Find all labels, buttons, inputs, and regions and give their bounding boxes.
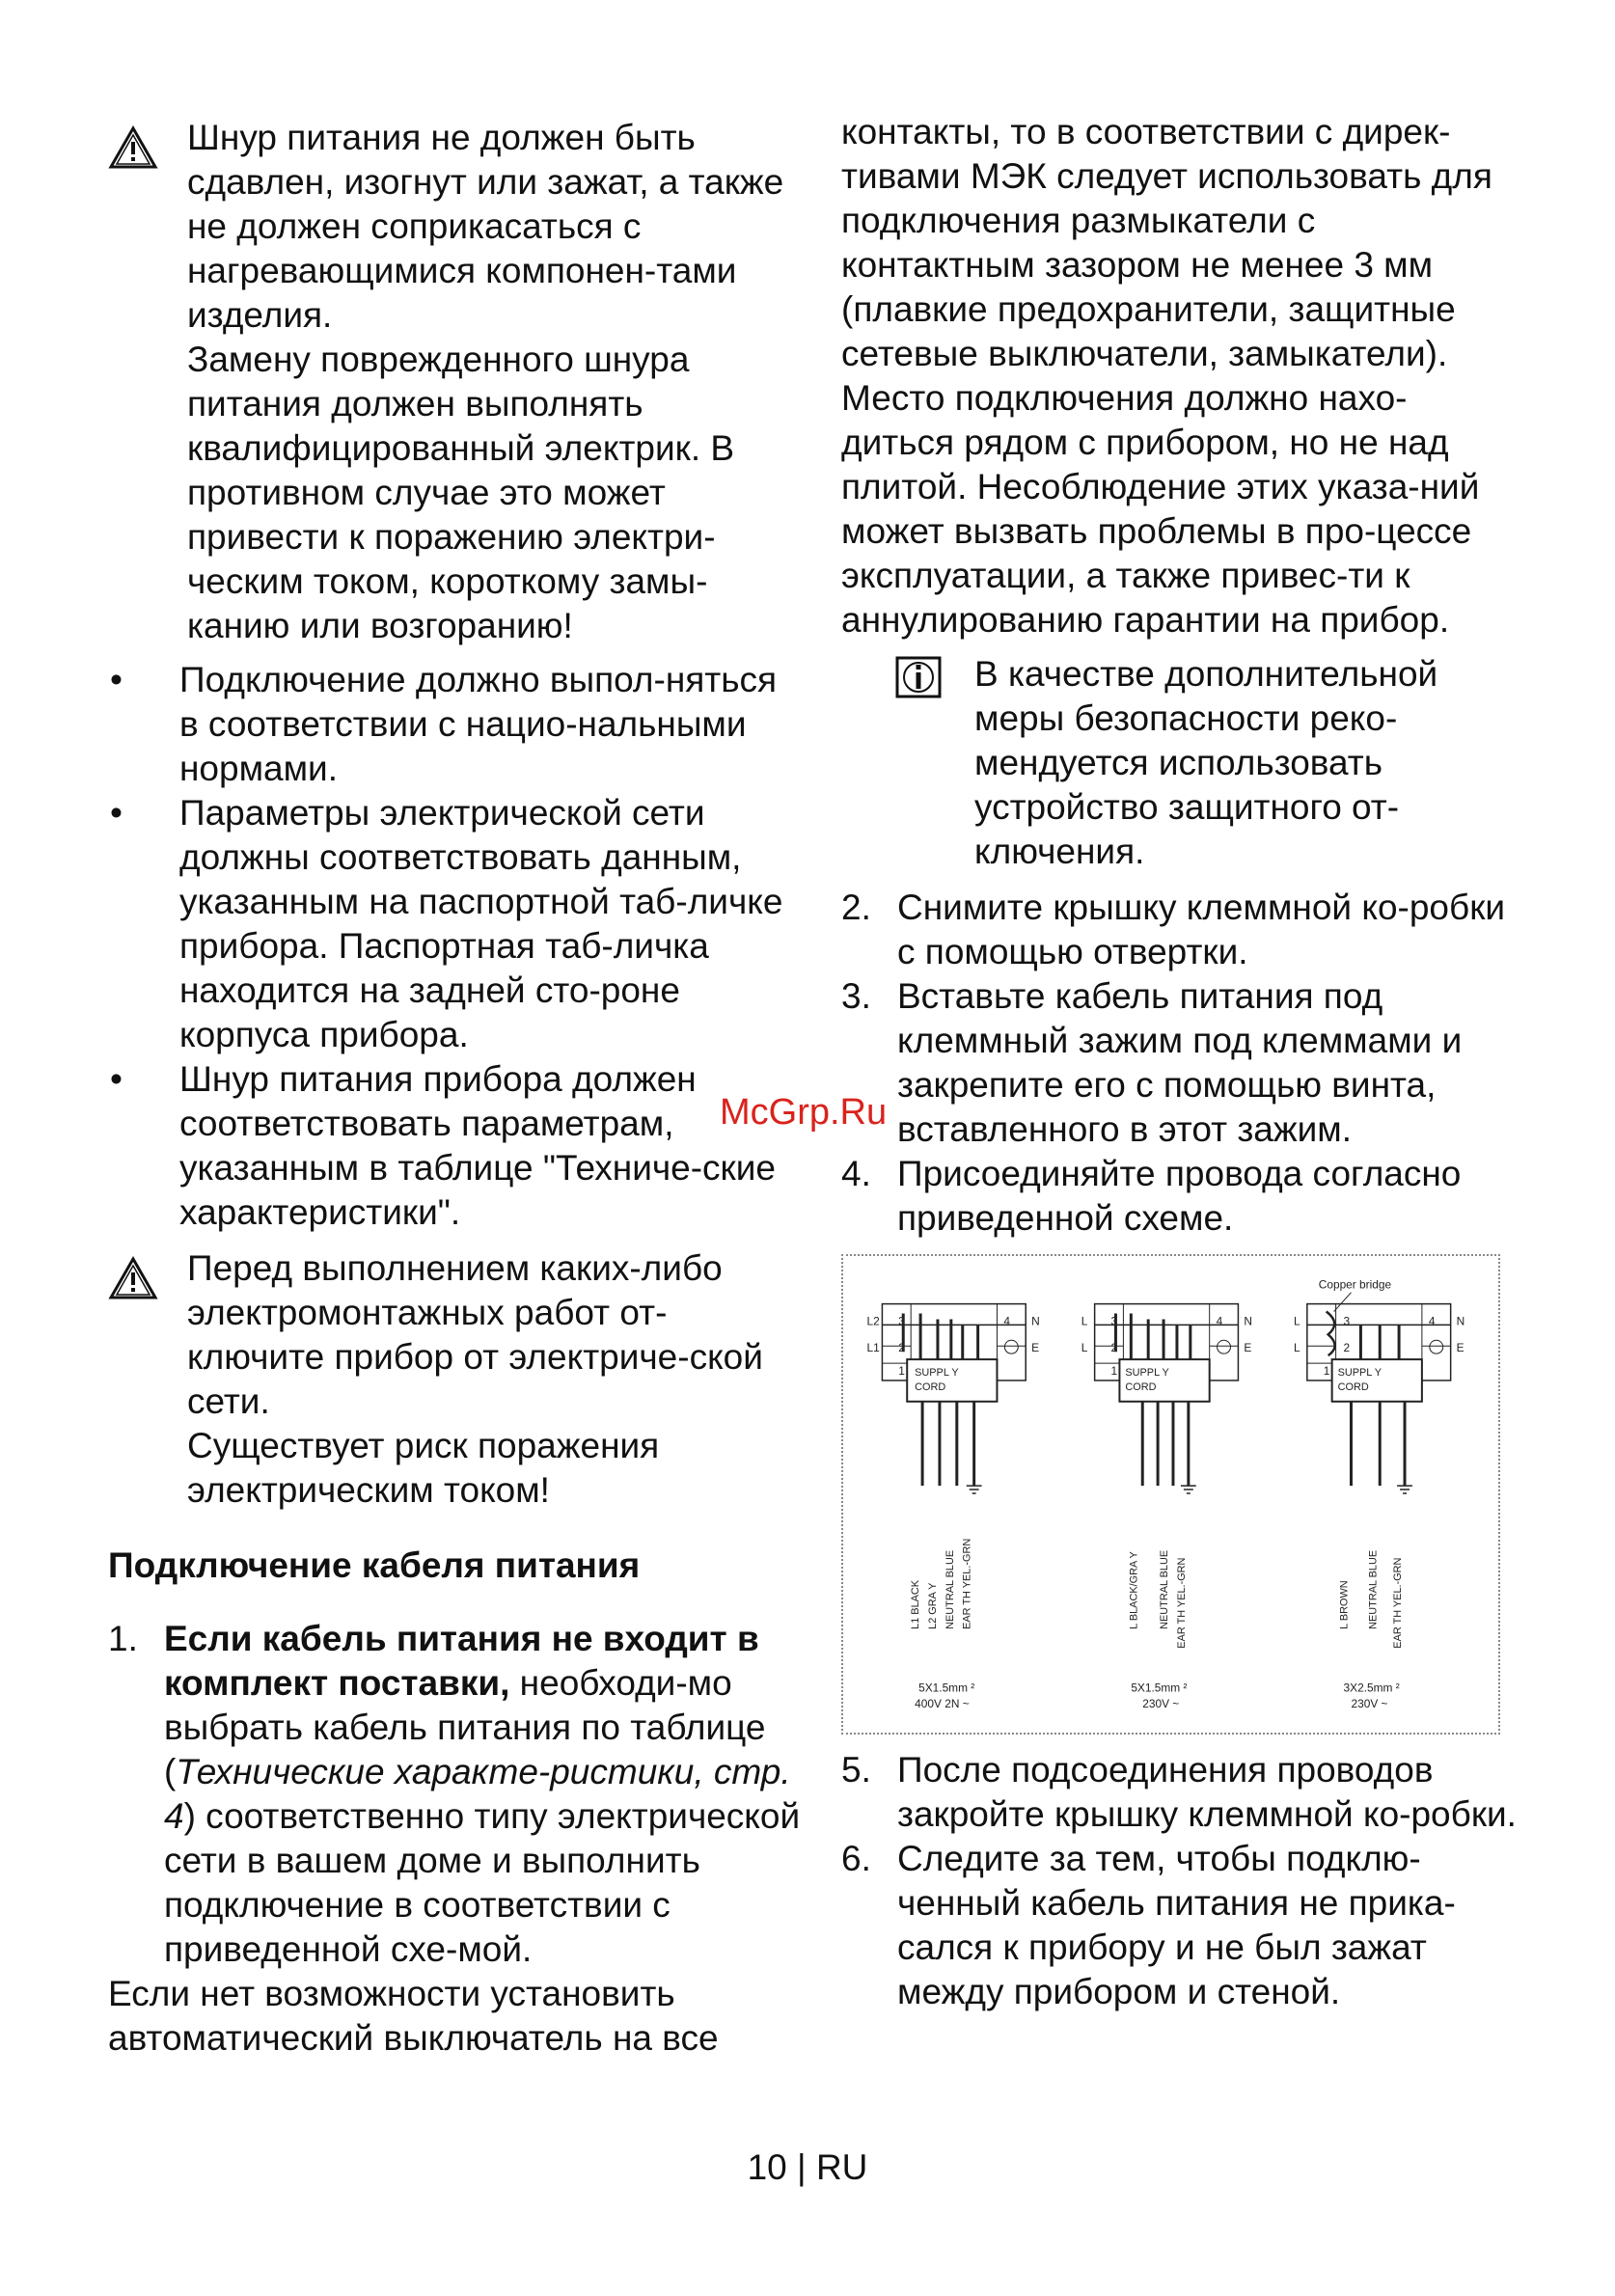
step-text: Снимите крышку клеммной ко-робки с помощью отвертки. [897,888,1506,971]
terminal-number: 2 [898,1341,905,1355]
terminal-label: L2 [866,1314,880,1328]
step-bold-text: Если кабель питания не входит в комплект поставки, [164,1619,759,1703]
step-item [108,1617,803,1972]
step-number: 4. [841,1154,871,1193]
voltage-spec: 230V ~ [1142,1697,1180,1711]
section-heading: Подключение кабеля питания [108,1545,641,1585]
step-text: После подсоединения проводов закройте крышку клеммной ко-робки. [897,1750,1517,1834]
terminal-number: 4 [1216,1314,1223,1328]
step-number: 5. [841,1750,871,1790]
list-item: • Подключение должно выпол-няться в соответствии с нацио-нальными нормами. [108,658,803,791]
terminal-label: E [1456,1341,1464,1355]
step-item [841,1152,1517,1241]
terminal-block-3 [1294,1278,1464,1710]
warning-text: Существует риск поражения электрическим током! [187,1426,660,1510]
wire-label: EAR TH YEL.-GRN [961,1538,973,1629]
terminal-label: L [1081,1341,1088,1355]
terminal-number: 1 [1110,1364,1118,1379]
wire-label: L1 BLACK [910,1579,922,1629]
terminal-label: N [1244,1314,1252,1328]
list-item: • Шнур питания прибора должен соответствовать параметрам, указанным в таблице "Техниче-ские характеристики". [108,1057,803,1235]
step-number: 3. [841,976,871,1016]
cord-label: SUPPL Y [915,1366,959,1379]
page-footer [0,2147,1615,2188]
wire-label: EAR TH YEL.-GRN [1392,1557,1405,1649]
warning-triangle-icon [108,125,158,170]
note-text: В качестве дополнительной меры безопасности реко-мендуется использовать устройство защитного от-ключения. [974,654,1438,871]
wire-label: L2 GRA Y [926,1582,939,1629]
terminal-number: 4 [1428,1314,1436,1328]
body-paragraph: Если нет возможности установить автоматический выключатель на все [108,1974,719,2058]
terminal-label: L [1081,1314,1088,1328]
step-number: 1. [108,1619,138,1658]
wire-label: L BROWN [1338,1580,1351,1629]
step-text: ) соответственно типу электрической сети в вашем доме и выполнить подключение в соответствии с приведенной схе-мой. [164,1796,801,1969]
warning-text: Шнур питания не должен быть сдавлен, изогнут или зажат, а также не должен соприкасаться с нагревающимися компонен-тами изделия. [187,118,784,335]
warning-block-disconnect [108,1246,803,1513]
cable-spec: 5X1.5mm ² [918,1681,975,1695]
step-text: Следите за тем, чтобы подклю-ченный кабель питания не прика-сался к прибору и не был зажат между прибором и стеной. [897,1839,1456,2011]
steps-list-right [841,886,1517,1241]
info-note [895,652,1517,874]
step-number: 6. [841,1839,871,1878]
terminal-label: N [1031,1314,1040,1328]
list-item: • Параметры электрической сети должны соответствовать данным, указанным на паспортной таб-личке прибора. Паспортная таб-личка находится на задней сто-роне корпуса прибора. [108,791,803,1057]
terminal-block-1 [867,1304,1040,1711]
terminal-number: 3 [1110,1314,1118,1328]
warning-block-cord [108,116,803,648]
cord-label: CORD [915,1380,946,1393]
terminal-number: 2 [1343,1341,1351,1355]
wiring-diagram [841,1254,1500,1735]
language-code: RU [815,2147,868,2187]
terminal-label: L [1293,1314,1300,1328]
wire-label: NEUTRAL BLUE [1159,1549,1171,1629]
warning-text: Замену поврежденного шнура питания должен выполнять квалифицированный электрик. В противном случае это может привести к поражению электри-ческим током, короткому замы-канию или возгоранию! [187,340,735,645]
step-italic-reference: Технические характе-ристики, стр. 4 [164,1752,791,1836]
terminal-number: 3 [1343,1314,1351,1328]
copper-bridge-label: Copper bridge [1318,1277,1392,1292]
terminal-number: 3 [898,1314,905,1328]
watermark: McGrp.Ru [720,1092,888,1133]
cable-spec: 3X2.5mm ² [1343,1681,1400,1695]
wiring-diagram-svg [843,1256,1498,1733]
body-paragraph: контакты, то в соответствии с дирек-тивами МЭК следует использовать для подключения размыкатели с контактным зазором не менее 3 мм (плавкие предохранители, защитные сетевые выключатели, замыкатели). Место подключения должно нахо-диться рядом с прибором, но не над плитой. Несоблюдение этих указа-ний может вызвать проблемы в про-цессе эксплуатации, а также привес-ти к аннулированию гарантии на прибор. [841,112,1492,640]
terminal-number: 1 [898,1364,905,1379]
step-number: 2. [841,888,871,927]
terminal-label: L1 [866,1341,880,1355]
terminal-label: E [1244,1341,1252,1355]
steps-list-left [108,1617,803,1972]
info-icon [895,656,942,698]
right-column [841,110,1517,2014]
terminal-number: 1 [1323,1364,1330,1379]
terminal-label: N [1456,1314,1465,1328]
cord-label: CORD [1125,1380,1157,1393]
footer-separator: | [797,2147,816,2187]
warning-text: Перед выполнением каких-либо электромонтажных работ от-ключите прибор от электриче-ской сети. [187,1248,763,1421]
step-item [841,1837,1517,2014]
steps-list-right-after [841,1748,1517,2014]
step-item [841,1748,1517,1837]
left-column [108,116,803,2061]
requirements-list [108,658,803,1235]
step-text: Присоединяйте провода согласно приведенной схеме. [897,1154,1462,1238]
wire-label: NEUTRAL BLUE [1367,1549,1380,1629]
warning-triangle-icon [108,1256,158,1300]
cord-label: SUPPL Y [1125,1366,1169,1379]
step-text: Вставьте кабель питания под клеммный зажим под клеммами и закрепите его с помощью винта, вставленного в этот зажим. [897,976,1463,1149]
wire-label: L BLACK/GRA Y [1128,1551,1140,1629]
wire-label: NEUTRAL BLUE [944,1549,956,1629]
terminal-block-2 [1081,1304,1252,1711]
cord-label: SUPPL Y [1337,1366,1382,1379]
wire-label: EAR TH YEL.-GRN [1175,1557,1188,1649]
terminal-number: 4 [1003,1314,1011,1328]
step-text: необходи-мо выбрать кабель питания по таблице ( [164,1663,766,1791]
cord-label: CORD [1337,1380,1369,1393]
terminal-number: 2 [1110,1341,1118,1355]
voltage-spec: 400V 2N ~ [915,1697,970,1711]
step-item [841,974,1517,1152]
terminal-label: E [1031,1341,1040,1355]
page-number: 10 [747,2147,787,2187]
voltage-spec: 230V ~ [1351,1697,1388,1711]
cable-spec: 5X1.5mm ² [1131,1681,1188,1695]
terminal-label: L [1293,1341,1300,1355]
step-item [841,886,1517,974]
